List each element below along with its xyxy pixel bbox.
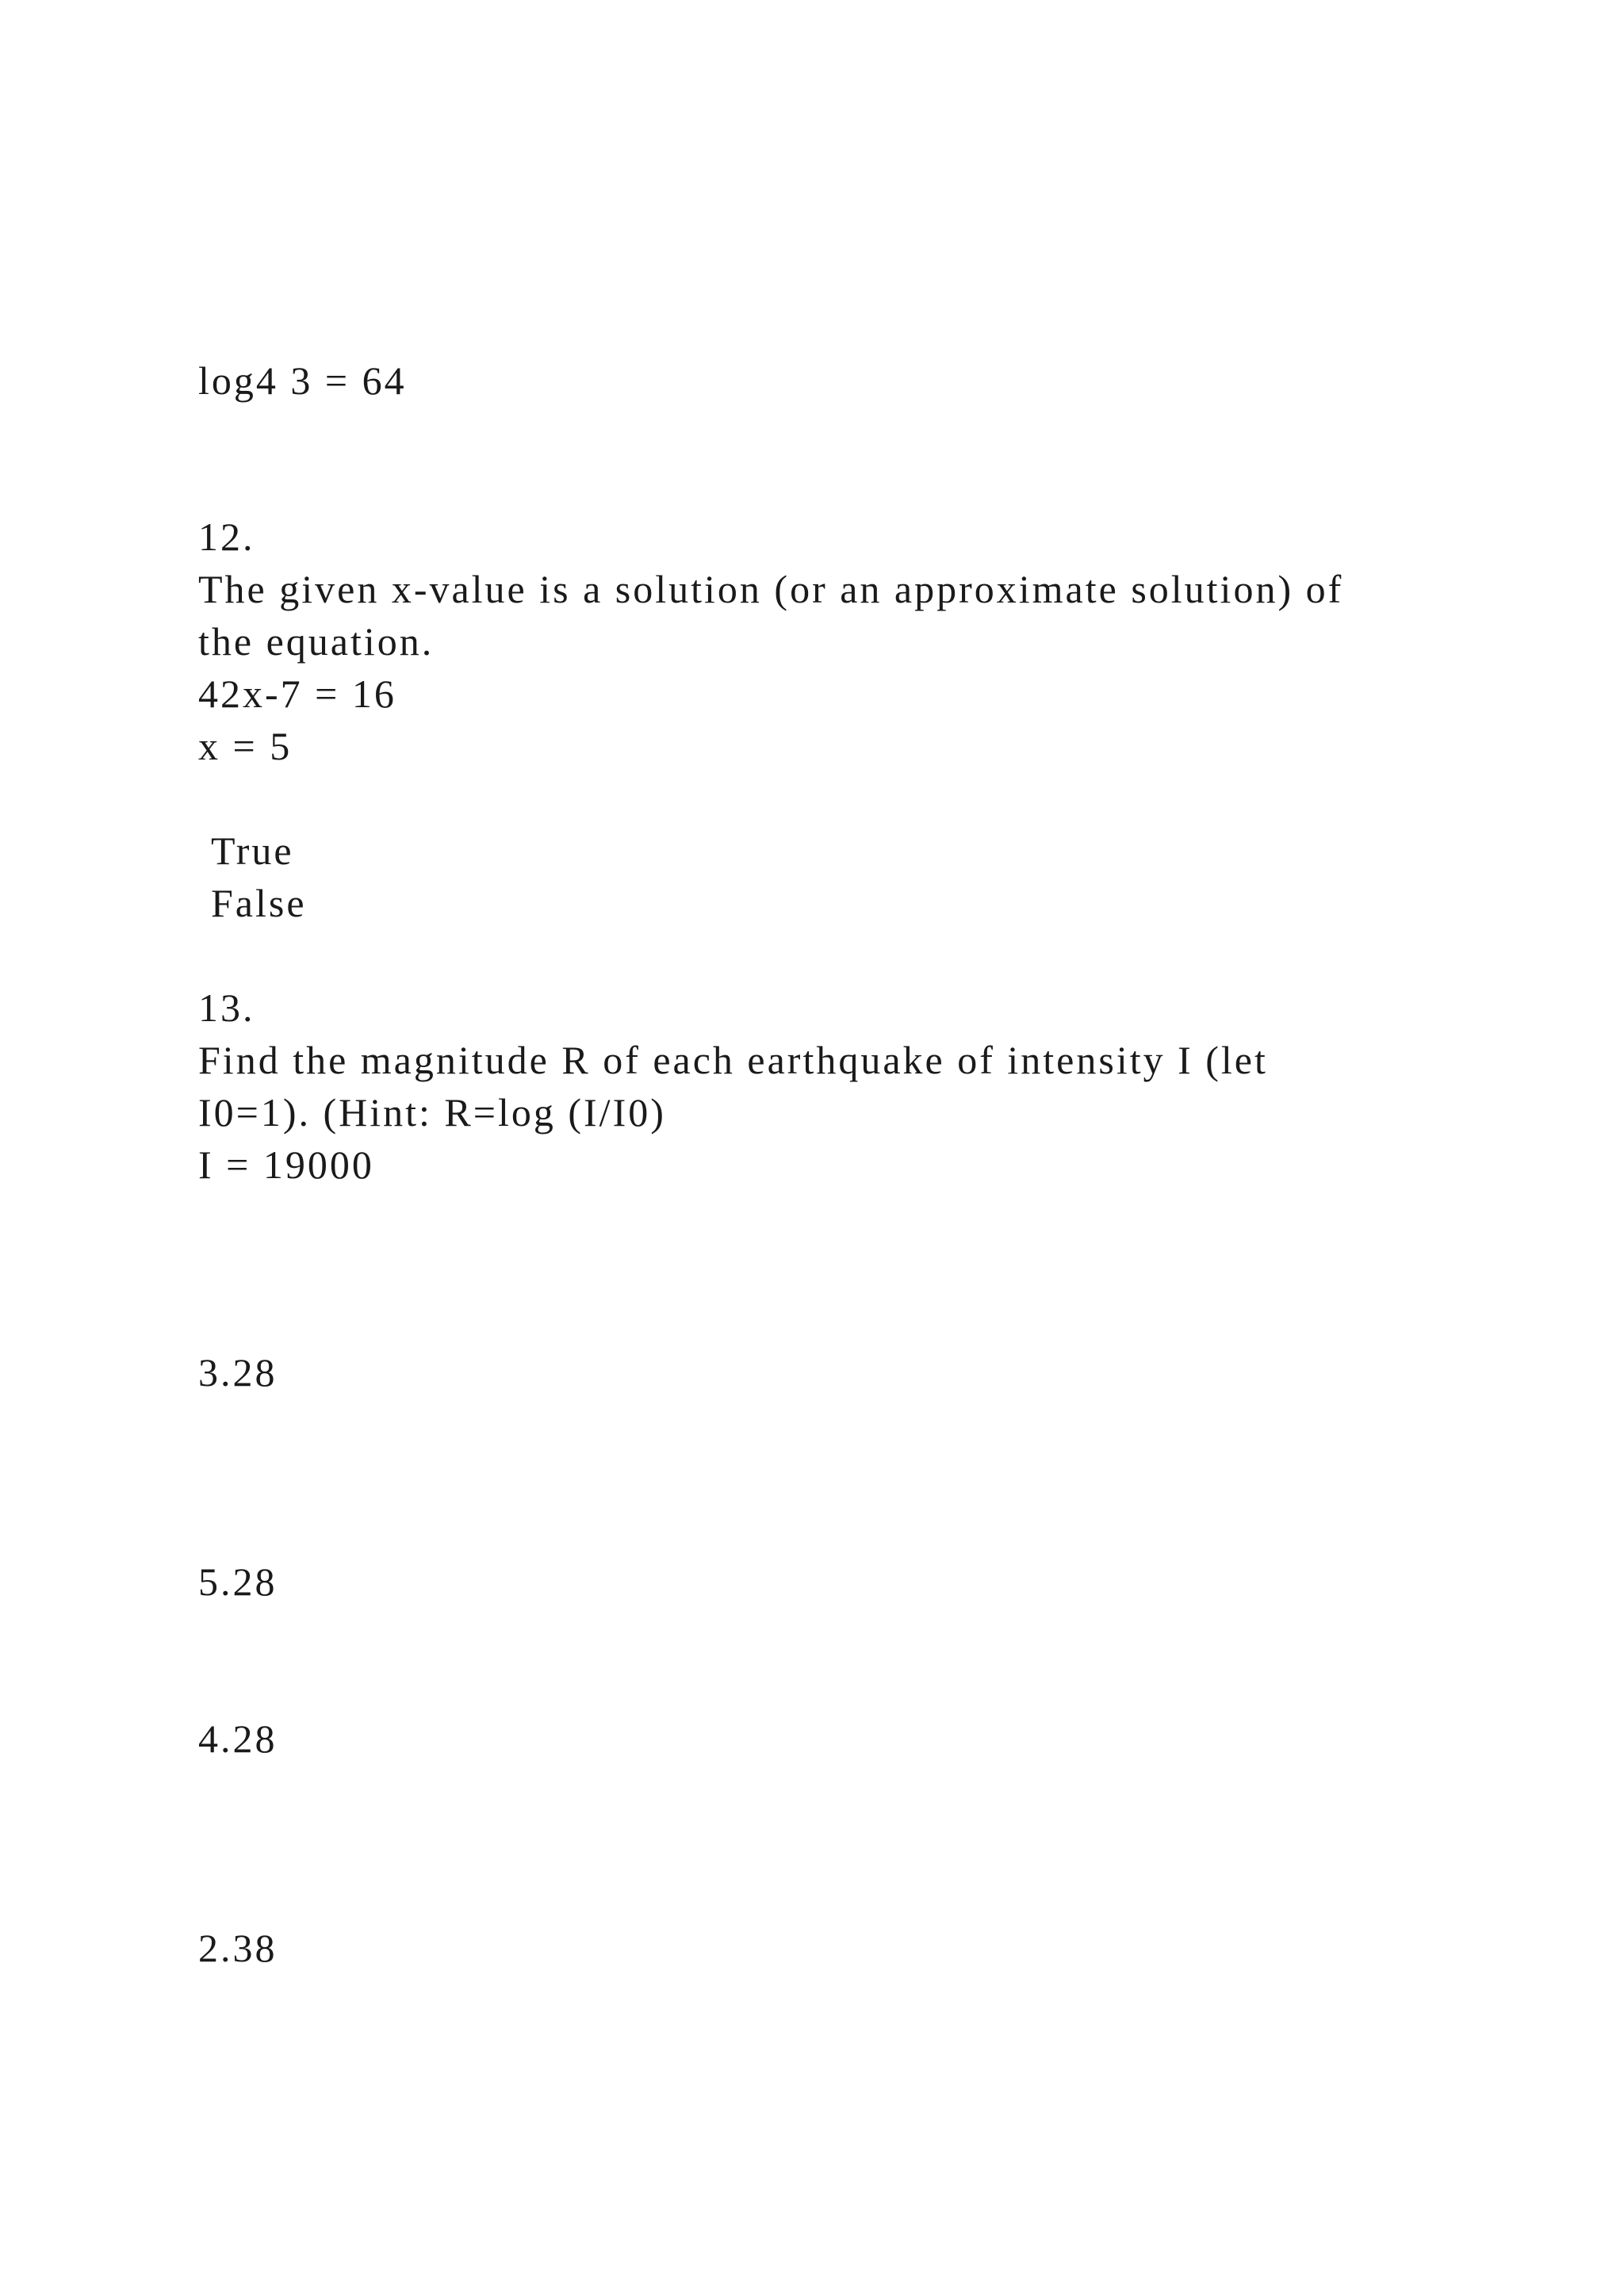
option-4-28[interactable]: 4.28 [198,1716,278,1761]
option-2-38[interactable]: 2.38 [198,1926,278,1970]
question-12-prompt-line-1: The given x-value is a solution (or an approximate solution) of [198,567,1344,611]
question-13-number: 13. [198,985,255,1030]
question-12-given-value: x = 5 [198,724,293,768]
question-13-prompt-line-2: I0=1). (Hint: R=log (I/I0) [198,1090,666,1135]
question-13-prompt-line-1: Find the magnitude R of each earthquake of intensity I (let [198,1038,1268,1082]
option-false[interactable]: False [211,881,307,925]
previous-answer-option[interactable]: log4 3 = 64 [198,358,407,403]
option-3-28[interactable]: 3.28 [198,1350,278,1395]
question-13-given-value: I = 19000 [198,1142,374,1187]
question-12-number: 12. [198,515,255,559]
question-12-prompt-line-2: the equation. [198,619,435,664]
option-true[interactable]: True [211,828,294,873]
question-12-equation: 42x-7 = 16 [198,672,396,716]
option-5-28[interactable]: 5.28 [198,1559,278,1604]
